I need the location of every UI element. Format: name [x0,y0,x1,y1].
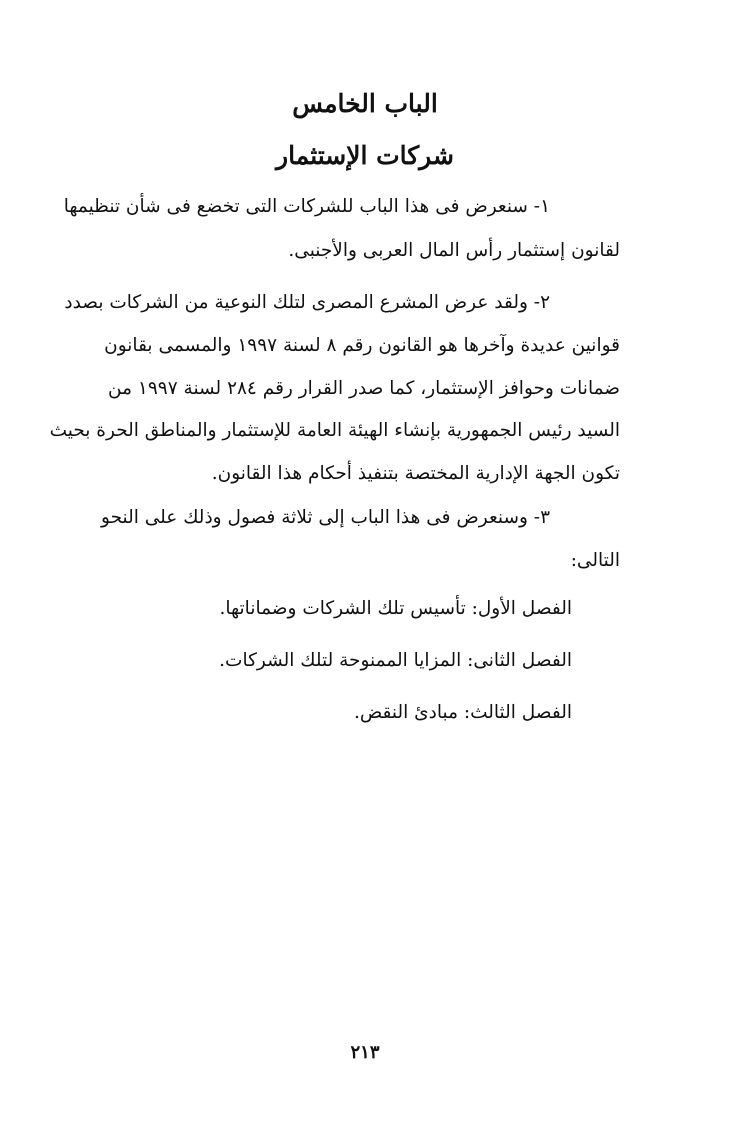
page-number: ٢١٣ [350,1042,380,1063]
paragraph-2-line-1: ٢- ولقد عرض المشرع المصرى لتلك النوعية من الشركات بصدد [64,292,550,313]
section-item: الفصل الثالث: مبادئ النقض. [354,702,572,723]
paragraph-2-line-4: السيد رئيس الجمهورية بإنشاء الهيئة العامة للإستثمار والمناطق الحرة بحيث [49,420,620,441]
paragraph-3-line-2: التالى: [570,550,620,571]
paragraph-2-line-3: ضمانات وحوافز الإستثمار، كما صدر القرار رقم ٢٨٤ لسنة ١٩٩٧ من [108,378,620,399]
paragraph-2-line-5: تكون الجهة الإدارية المختصة بتنفيذ أحكام هذا القانون. [211,463,620,484]
section-item: الفصل الثانى: المزايا الممنوحة لتلك الشركات. [219,650,572,671]
paragraph-2-line-2: قوانين عديدة وآخرها هو القانون رقم ٨ لسنة ١٩٩٧ والمسمى بقانون [104,335,620,356]
paragraph-3-line-1: ٣- وسنعرض فى هذا الباب إلى ثلاثة فصول وذلك على النحو [101,507,550,528]
paragraph-1-line-2: لقانون إستثمار رأس المال العربى والأجنبى. [288,240,620,261]
chapter-heading: الباب الخامس [292,89,438,118]
chapter-title: شركات الإستثمار [276,141,454,170]
section-item: الفصل الأول: تأسيس تلك الشركات وضماناتها. [219,598,572,619]
paragraph-1-line-1: ١- سنعرض فى هذا الباب للشركات التى تخضع فى شأن تنظيمها [63,196,550,217]
